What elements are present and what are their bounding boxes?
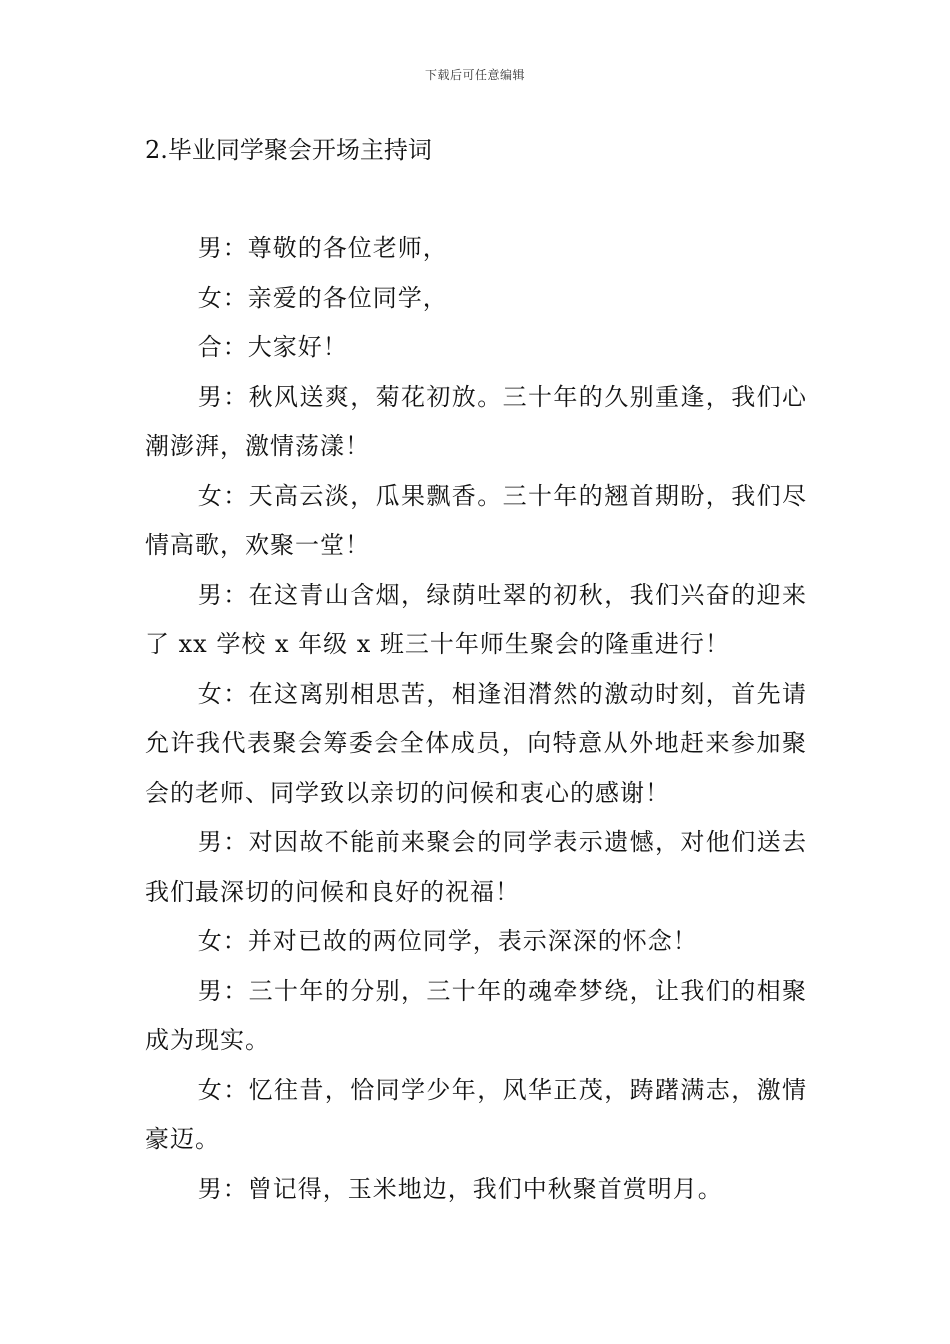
document-body: [145, 224, 807, 1214]
paragraph: 女：在这离别相思苦，相逢泪潸然的激动时刻，首先请允许我代表聚会筹委会全体成员，向特意从外地赶来参加聚会的老师、同学致以亲切的问候和衷心的感谢！: [145, 679, 807, 807]
document-title: 2.毕业同学聚会开场主持词: [145, 136, 432, 164]
paragraph: 女：并对已故的两位同学，表示深深的怀念！: [197, 927, 698, 955]
header-note: 下载后可任意编辑: [424, 68, 525, 82]
paragraph: 男：三十年的分别，三十年的魂牵梦绕，让我们的相聚成为现实。: [145, 976, 807, 1054]
paragraph: 男：在这青山含烟，绿荫吐翠的初秋，我们兴奋的迎来了 xx 学校 x 年级 x 班三十年师生聚会的隆重进行！: [145, 580, 807, 658]
paragraph: 男：秋风送爽，菊花初放。三十年的久别重逢，我们心潮澎湃，激情荡漾！: [145, 382, 807, 460]
paragraph: 女：忆往昔，恰同学少年，风华正茂，踌躇满志，激情豪迈。: [145, 1075, 807, 1153]
paragraph: 男：曾记得，玉米地边，我们中秋聚首赏明月。: [197, 1174, 723, 1203]
paragraph: 合：大家好！: [197, 333, 348, 361]
paragraph: 女：天高云淡，瓜果飘香。三十年的翘首期盼，我们尽情高歌，欢聚一堂！: [145, 481, 807, 559]
paragraph: 男：尊敬的各位老师，: [197, 234, 448, 262]
paragraph: 男：对因故不能前来聚会的同学表示遗憾，对他们送去我们最深切的问候和良好的祝福！: [145, 828, 807, 906]
paragraph: 女：亲爱的各位同学，: [197, 283, 448, 312]
